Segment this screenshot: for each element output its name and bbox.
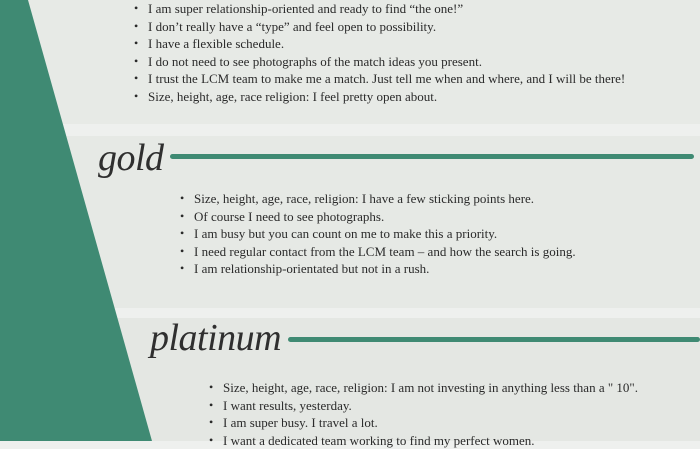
list-item: • Size, height, age, race, religion: I am not investing in anything less than a " 10". <box>207 379 638 397</box>
list-item: • I am relationship-orientated but not in a rush. <box>178 260 576 278</box>
gold-heading: gold <box>98 138 164 178</box>
platinum-list <box>207 379 638 449</box>
list-item: • I am super busy. I travel a lot. <box>207 414 638 432</box>
list-item: • Of course I need to see photographs. <box>178 208 576 226</box>
list-item: • I do not need to see photographs of the match ideas you present. <box>132 53 625 71</box>
platinum-divider <box>288 337 700 342</box>
platinum-heading: platinum <box>150 318 281 358</box>
top-tier-list <box>132 0 625 105</box>
list-item: • I have a flexible schedule. <box>132 35 625 53</box>
list-item: • I trust the LCM team to make me a match. Just tell me when and where, and I will be there! <box>132 70 625 88</box>
list-item: • Size, height, age, race, religion: I have a few sticking points here. <box>178 190 576 208</box>
list-item: • I don’t really have a “type” and feel open to possibility. <box>132 18 625 36</box>
list-item: • I want results, yesterday. <box>207 397 638 415</box>
list-item: • I am busy but you can count on me to make this a priority. <box>178 225 576 243</box>
gold-list <box>178 190 576 278</box>
list-item: • I need regular contact from the LCM team – and how the search is going. <box>178 243 576 261</box>
list-item: • I am super relationship-oriented and ready to find “the one!” <box>132 0 625 18</box>
gold-divider <box>170 154 694 159</box>
list-item: • Size, height, age, race religion: I feel pretty open about. <box>132 88 625 106</box>
list-item: • I want a dedicated team working to find my perfect women. <box>207 432 638 449</box>
